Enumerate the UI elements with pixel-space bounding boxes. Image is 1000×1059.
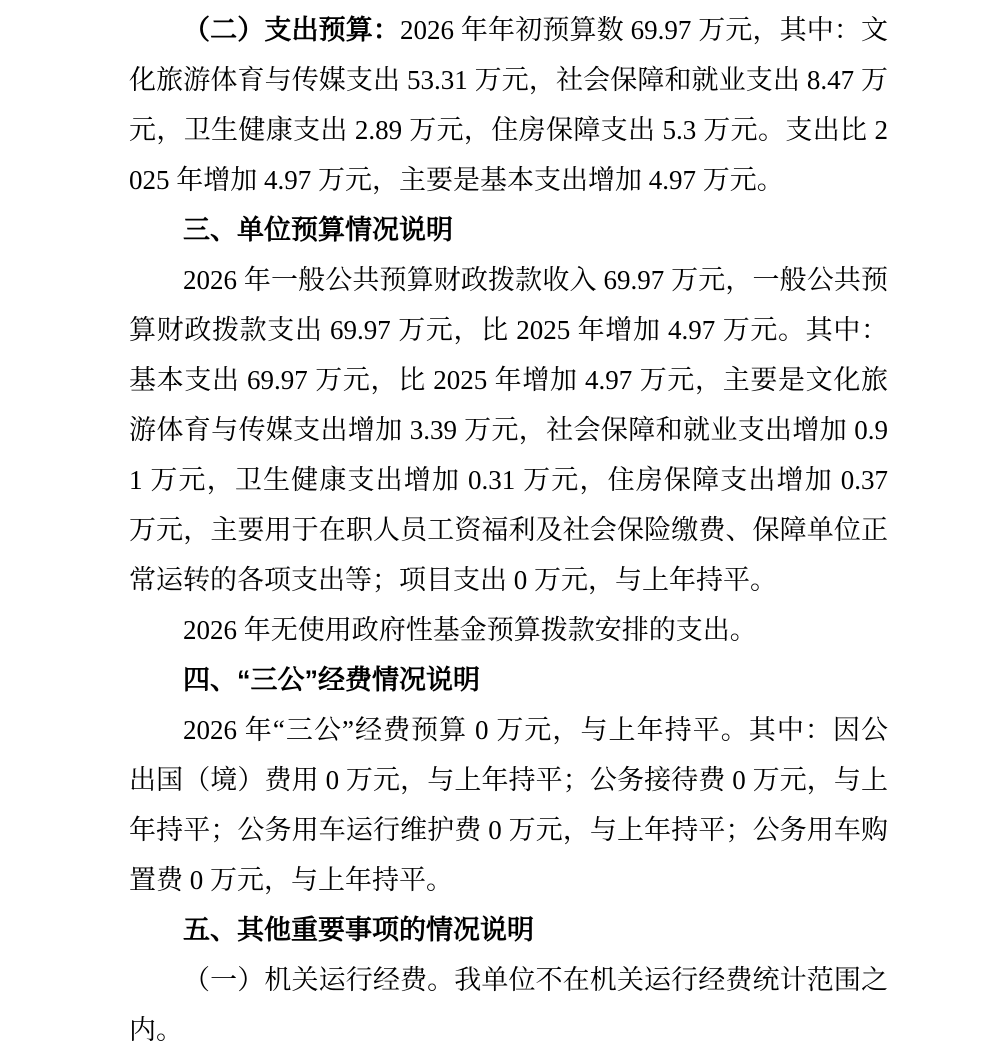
paragraph-expenditure-budget-text: 2026 年年初预算数 69.97 万元，其中：文化旅游体育与传媒支出 53.31 万元，社会保障和就业支出 8.47 万元，卫生健康支出 2.89 万元，住房保障支出 5.3 万元。支出比 2025 年增加 4.97 万元，主要是基本支出增加 4.97 万元。 [129, 15, 889, 195]
heading-section-5-other-important-matters: 五、其他重要事项的情况说明 [183, 915, 534, 945]
heading-section-4-three-public-funds: 四、“三公”经费情况说明 [183, 665, 480, 695]
paragraph-three-public-funds-detail: 2026 年“三公”经费预算 0 万元，与上年持平。其中：因公出国（境）费用 0 万元，与上年持平；公务接待费 0 万元，与上年持平；公务用车运行维护费 0 万元，与上年持平；公务用车购置费 0 万元，与上年持平。 [129, 715, 888, 895]
paragraph-expenditure-budget [129, 5, 888, 205]
paragraph-government-fund: 2026 年无使用政府性基金预算拨款安排的支出。 [183, 615, 757, 645]
heading-section-3-unit-budget: 三、单位预算情况说明 [183, 215, 453, 245]
paragraph-agency-operating-expense: （一）机关运行经费。我单位不在机关运行经费统计范围之内。 [129, 965, 888, 1045]
paragraph-expenditure-budget-lead: （二）支出预算： [183, 15, 401, 45]
paragraph-unit-budget-detail: 2026 年一般公共预算财政拨款收入 69.97 万元，一般公共预算财政拨款支出 69.97 万元，比 2025 年增加 4.97 万元。其中：基本支出 69.97 万元，比 2025 年增加 4.97 万元，主要是文化旅游体育与传媒支出增加 3.39 万元，社会保障和就业支出增加 0.91 万元，卫生健康支出增加 0.31 万元，住房保障支出增加 0.37 万元，主要用于在职人员工资福利及社会保险缴费、保障单位正常运转的各项支出等；项目支出 0 万元，与上年持平。 [129, 265, 888, 595]
